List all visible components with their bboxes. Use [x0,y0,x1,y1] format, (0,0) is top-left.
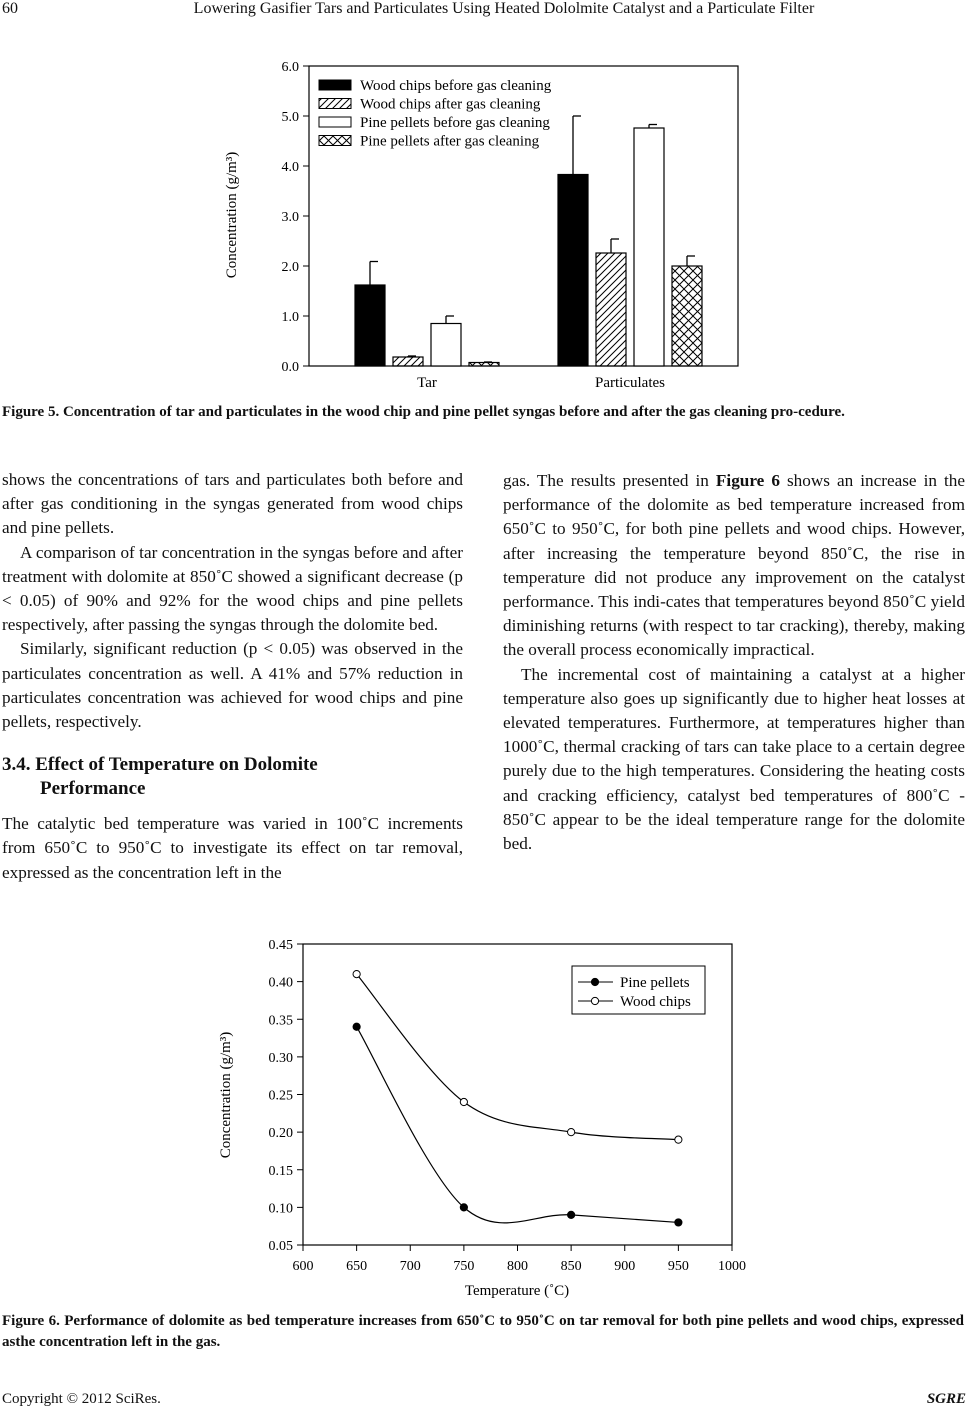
figure-6-x-axis-label: Temperature (˚C) [464,1283,570,1299]
y-tick-label: 6.0 [281,60,299,75]
legend-label: Wood chips after gas cleaning [360,96,541,113]
category-label: Tar [417,375,437,391]
figure-6-line-chart [215,935,750,1300]
section-heading-line: 3.4. Effect of Temperature on Dolomite [2,754,318,776]
bar [469,363,499,367]
text-run: gas. The results presented in [503,471,716,490]
legend-label: Pine pellets before gas cleaning [360,115,550,131]
y-tick-label: 0.30 [268,1050,293,1066]
figure-5-y-axis-label: Concentration (g/m³) [225,151,240,279]
y-tick-label: 0.35 [268,1013,293,1029]
x-tick-label: 600 [292,1259,314,1274]
legend-label: Pine pellets after gas cleaning [360,133,540,150]
legend-label: Pine pellets [620,975,690,991]
x-tick-label: 700 [399,1259,421,1274]
paragraph: A comparison of tar concentration in the syngas before and after treatment with dolomite at 850˚C showed a significant decrease (p < 0.05) of 90% and 92% for the wood chips and pine pellets respectively, after passing the syngas through the dolomite bed. [2,542,463,635]
bar [355,285,385,366]
legend-swatch [319,80,351,90]
figure-5-bar-chart [225,55,745,395]
bar [634,128,664,366]
page-footer [2,1391,966,1408]
y-tick-label: 2.0 [281,260,299,275]
body-left-column [2,468,463,885]
y-tick-label: 4.0 [281,160,299,175]
data-point [568,1211,575,1218]
x-tick-label: 900 [614,1259,636,1274]
data-point [675,1136,682,1143]
legend-swatch [319,99,351,109]
page-number: 60 [2,0,18,17]
running-header [0,0,968,22]
figure-6-caption: Figure 6. Performance of dolomite as bed temperature increases from 650˚C to 950˚C on tar removal for both pine pellets and wood chips, expressed asthe concentration left in the gas. [2,1313,964,1350]
legend-label: Wood chips [620,994,691,1010]
y-tick-label: 1.0 [281,310,299,325]
bar [393,357,423,366]
journal-abbrev: SGRE [926,1391,966,1407]
figure-5-caption: Figure 5. Concentration of tar and particulates in the wood chip and pine pellet syngas before and after the gas cleaning pro-cedure. [2,404,845,420]
data-point [353,971,360,978]
figure-6-reference-link[interactable]: Figure 6 [715,471,780,490]
x-tick-label: 850 [560,1259,582,1274]
category-label: Particulates [595,375,665,391]
paragraph: Similarly, significant reduction (p < 0.05) was observed in the particulates concentration as well. A 41% and 57% reduction in particulates concentration was achieved for wood chips and pine pellets, respectively. [2,639,463,732]
figure-6-y-axis-label: Concentration (g/m³) [218,1031,234,1159]
x-tick-label: 800 [507,1259,528,1274]
y-tick-label: 0.40 [268,975,293,991]
x-tick-label: 950 [667,1259,689,1274]
section-heading-line: Performance [40,778,146,800]
y-tick-label: 0.10 [268,1201,293,1217]
text-run: shows an increase in the performance of the dolomite as bed temperature increased from 650˚C to 950˚C, for both pine pellets and wood chips. However, after increasing the temperature beyond 850˚C, the rise in temperature did not produce any improvement on the catalyst performance. This indi-cates that temperatures beyond 850˚C yield diminishing returns (with respect to tar cracking), thereby, making the overall process economically impractical. [503,471,965,660]
legend-label: Wood chips before gas cleaning [360,78,552,94]
paragraph [503,469,965,663]
x-tick-label: 750 [453,1259,475,1274]
y-tick-label: 0.25 [268,1088,293,1104]
bar [596,253,626,366]
bar [672,266,702,366]
y-tick-label: 0.45 [268,938,293,953]
copyright-text: Copyright © 2012 SciRes. [2,1391,161,1407]
data-point [460,1098,467,1105]
paragraph: The catalytic bed temperature was varied in 100˚C increments from 650˚C to 950˚C to investigate its effect on tar removal, expressed as the concentration left in the [2,814,463,882]
body-right-column [503,469,965,856]
x-tick-label: 1000 [718,1259,746,1274]
running-title: Lowering Gasifier Tars and Particulates Using Heated Dololmite Catalyst and a Particulate Filter [193,0,815,17]
bar [558,175,588,367]
y-tick-label: 0.05 [268,1239,293,1254]
x-tick-label: 650 [346,1259,368,1274]
data-point [460,1204,467,1211]
figure-6 [215,935,750,1300]
data-point [675,1219,682,1226]
y-tick-label: 0.0 [281,360,299,375]
legend-marker [591,978,598,985]
legend-marker [591,997,598,1004]
figure-5 [225,55,745,395]
bar [431,324,461,367]
legend-swatch [319,136,351,146]
section-heading [2,753,463,801]
y-tick-label: 5.0 [281,110,299,125]
paragraph: The incremental cost of maintaining a catalyst at a higher temperature also goes up significantly due to higher heat losses at elevated temperatures. Furthermore, at temperatures higher than 1000˚C, thermal cracking of tars can take place to a certain degree purely due to the high temperatures. Considering the heating costs and cracking efficiency, catalyst bed temperatures of 800˚C - 850˚C appear to be the ideal temperature range for the dolomite bed. [503,664,965,854]
y-tick-label: 0.15 [268,1163,293,1179]
data-point [568,1129,575,1136]
legend-swatch [319,117,351,127]
paragraph: shows the concentrations of tars and particulates both before and after gas conditioning in the syngas generated from wood chips and pine pellets. [2,470,463,538]
y-tick-label: 0.20 [268,1126,293,1142]
data-point [353,1023,360,1030]
y-tick-label: 3.0 [281,210,299,225]
